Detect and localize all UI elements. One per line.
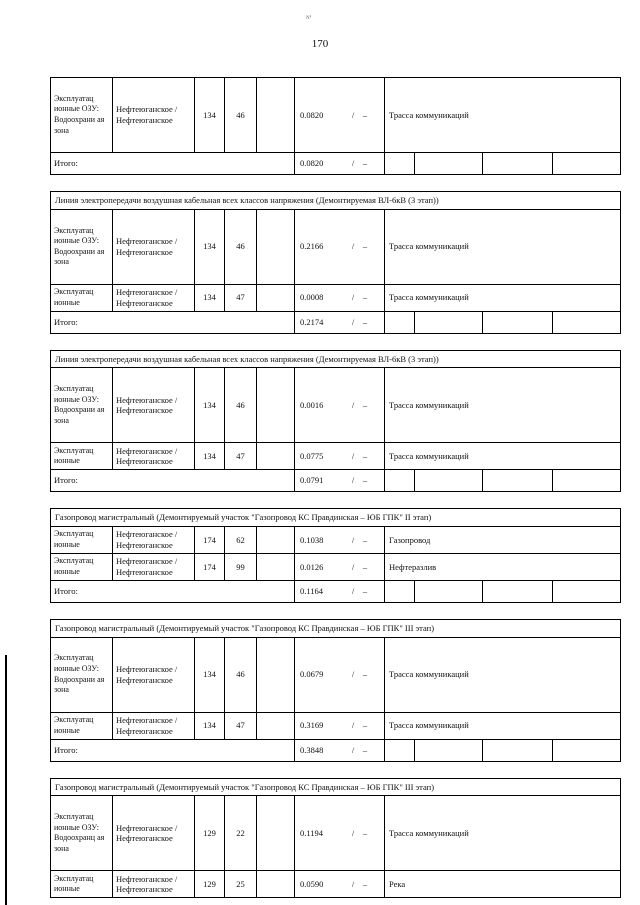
municipality-cell: Нефтеюганское / Нефтеюганское — [113, 284, 195, 311]
section-header: Газопровод магистральный (Демонтируемый участок "Газопровод КС Правдинская – ЮБ ГПК" III этап) — [51, 778, 621, 796]
municipality-cell: Нефтеюганское / Нефтеюганское — [113, 368, 195, 443]
table-row — [51, 712, 621, 739]
plot-cell: 46 — [225, 637, 257, 712]
quarter-cell: 134 — [195, 443, 225, 470]
area-separator: / — [351, 827, 355, 838]
municipality-cell: Нефтеюганское / Нефтеюганское — [113, 526, 195, 553]
area-value: 0.1194 — [300, 827, 324, 838]
municipality-cell: Нефтеюганское / Нефтеюганское — [113, 553, 195, 580]
empty-cell — [483, 311, 553, 333]
area-separator: / — [351, 669, 355, 680]
empty-cell — [553, 153, 621, 175]
area-cell — [295, 553, 385, 580]
area-cell — [295, 78, 385, 153]
area-dash: – — [362, 292, 368, 303]
empty-cell — [483, 470, 553, 492]
empty-cell — [553, 311, 621, 333]
total-area-cell — [295, 739, 385, 761]
table-row — [51, 284, 621, 311]
area-separator: / — [351, 561, 355, 572]
section-header-row — [51, 192, 621, 210]
area-dash: – — [362, 534, 368, 545]
land-category-cell: Эксплуатац ионные — [51, 712, 113, 739]
area-dash: – — [362, 827, 368, 838]
municipality-cell: Нефтеюганское / Нефтеюганское — [113, 712, 195, 739]
plot-cell: 22 — [225, 796, 257, 871]
area-value: 0.0820 — [300, 109, 324, 120]
total-row — [51, 311, 621, 333]
purpose-cell: Трасса коммуникаций — [385, 284, 621, 311]
spacer-row — [51, 175, 621, 192]
spacer-cell — [51, 175, 621, 192]
total-area-separator: / — [351, 586, 355, 597]
area-separator: / — [351, 720, 355, 731]
plot-cell: 25 — [225, 871, 257, 898]
municipality-cell: Нефтеюганское / Нефтеюганское — [113, 209, 195, 284]
empty-cell — [385, 153, 415, 175]
section-header-row — [51, 778, 621, 796]
quarter-cell: 134 — [195, 712, 225, 739]
total-area-dash: – — [362, 586, 368, 597]
empty-cell — [415, 153, 483, 175]
area-dash: – — [362, 720, 368, 731]
total-label: Итого: — [51, 311, 295, 333]
purpose-cell: Нефтеразлив — [385, 553, 621, 580]
section-header: Линия электропередачи воздушная кабельная всех классов напряжения (Демонтируемая ВЛ-6кВ (3 этап)) — [51, 192, 621, 210]
municipality-cell: Нефтеюганское / Нефтеюганское — [113, 443, 195, 470]
scan-mark: ᴺ' — [306, 14, 312, 23]
purpose-cell: Трасса коммуникаций — [385, 796, 621, 871]
plot-cell: 47 — [225, 284, 257, 311]
land-category-cell: Эксплуатац ионные — [51, 443, 113, 470]
extra-cell — [257, 871, 295, 898]
table-row — [51, 209, 621, 284]
quarter-cell: 134 — [195, 209, 225, 284]
area-separator: / — [351, 399, 355, 410]
land-plots-table — [50, 77, 621, 898]
extra-cell — [257, 526, 295, 553]
area-dash: – — [362, 561, 368, 572]
land-category-cell: Эксплуатац ионные — [51, 871, 113, 898]
spacer-cell — [51, 333, 621, 350]
total-area-dash: – — [362, 475, 368, 486]
page-number: 170 — [311, 38, 329, 50]
section-header: Газопровод магистральный (Демонтируемый участок "Газопровод КС Правдинская – ЮБ ГПК" III этап) — [51, 619, 621, 637]
purpose-cell: Газопровод — [385, 526, 621, 553]
table-row — [51, 553, 621, 580]
quarter-cell: 174 — [195, 553, 225, 580]
table-row — [51, 526, 621, 553]
extra-cell — [257, 712, 295, 739]
quarter-cell: 134 — [195, 637, 225, 712]
land-category-cell: Эксплуатац ионные — [51, 284, 113, 311]
plot-cell: 47 — [225, 443, 257, 470]
total-row — [51, 580, 621, 602]
area-value: 0.0008 — [300, 292, 324, 303]
area-cell — [295, 368, 385, 443]
extra-cell — [257, 553, 295, 580]
quarter-cell: 134 — [195, 78, 225, 153]
area-separator: / — [351, 241, 355, 252]
area-separator: / — [351, 109, 355, 120]
total-row — [51, 153, 621, 175]
empty-cell — [415, 580, 483, 602]
section-header-row — [51, 509, 621, 527]
empty-cell — [385, 470, 415, 492]
purpose-cell: Трасса коммуникаций — [385, 443, 621, 470]
section-header-row — [51, 350, 621, 368]
extra-cell — [257, 637, 295, 712]
total-area-dash: – — [362, 158, 368, 169]
total-area-dash: – — [362, 744, 368, 755]
table-row — [51, 796, 621, 871]
total-area-value: 0.0791 — [300, 475, 324, 486]
area-separator: / — [351, 878, 355, 889]
total-area-value: 0.0820 — [300, 158, 324, 169]
total-area-separator: / — [351, 744, 355, 755]
empty-cell — [553, 580, 621, 602]
section-header: Газопровод магистральный (Демонтируемый участок "Газопровод КС Правдинская – ЮБ ГПК" II этап) — [51, 509, 621, 527]
area-cell — [295, 637, 385, 712]
area-dash: – — [362, 450, 368, 461]
area-cell — [295, 526, 385, 553]
table-row — [51, 368, 621, 443]
extra-cell — [257, 284, 295, 311]
purpose-cell: Трасса коммуникаций — [385, 209, 621, 284]
municipality-cell: Нефтеюганское / Нефтеюганское — [113, 796, 195, 871]
scan-margin-bar — [5, 655, 7, 905]
total-area-cell — [295, 153, 385, 175]
land-category-cell: Эксплуатац ионные ОЗУ: Водоохрани ая зона — [51, 368, 113, 443]
quarter-cell: 134 — [195, 284, 225, 311]
area-dash: – — [362, 878, 368, 889]
extra-cell — [257, 368, 295, 443]
purpose-cell: Трасса коммуникаций — [385, 368, 621, 443]
area-value: 0.3169 — [300, 720, 324, 731]
plot-cell: 47 — [225, 712, 257, 739]
table-row — [51, 871, 621, 898]
spacer-row — [51, 333, 621, 350]
table-row — [51, 78, 621, 153]
quarter-cell: 129 — [195, 871, 225, 898]
extra-cell — [257, 78, 295, 153]
purpose-cell: Река — [385, 871, 621, 898]
quarter-cell: 129 — [195, 796, 225, 871]
area-value: 0.1038 — [300, 534, 324, 545]
purpose-cell: Трасса коммуникаций — [385, 712, 621, 739]
empty-cell — [415, 311, 483, 333]
area-separator: / — [351, 534, 355, 545]
table-row — [51, 637, 621, 712]
municipality-cell: Нефтеюганское / Нефтеюганское — [113, 871, 195, 898]
total-row — [51, 470, 621, 492]
total-label: Итого: — [51, 470, 295, 492]
land-category-cell: Эксплуатац ионные ОЗУ: Водоохрани ая зона — [51, 209, 113, 284]
area-value: 0.0016 — [300, 399, 324, 410]
total-label: Итого: — [51, 580, 295, 602]
municipality-cell: Нефтеюганское / Нефтеюганское — [113, 637, 195, 712]
spacer-cell — [51, 602, 621, 619]
total-area-separator: / — [351, 475, 355, 486]
quarter-cell: 174 — [195, 526, 225, 553]
purpose-cell: Трасса коммуникаций — [385, 78, 621, 153]
table-row — [51, 443, 621, 470]
empty-cell — [483, 739, 553, 761]
area-cell — [295, 209, 385, 284]
total-label: Итого: — [51, 739, 295, 761]
area-cell — [295, 712, 385, 739]
spacer-cell — [51, 761, 621, 778]
plot-cell: 62 — [225, 526, 257, 553]
total-area-dash: – — [362, 316, 368, 327]
area-cell — [295, 871, 385, 898]
land-category-cell: Эксплуатац ионные ОЗУ: Водоохрани ая зона — [51, 637, 113, 712]
spacer-row — [51, 761, 621, 778]
total-label: Итого: — [51, 153, 295, 175]
total-area-value: 0.3848 — [300, 744, 324, 755]
plot-cell: 46 — [225, 209, 257, 284]
extra-cell — [257, 796, 295, 871]
land-category-cell: Эксплуатац ионные — [51, 553, 113, 580]
area-dash: – — [362, 399, 368, 410]
total-row — [51, 739, 621, 761]
total-area-separator: / — [351, 316, 355, 327]
empty-cell — [483, 580, 553, 602]
area-value: 0.2166 — [300, 241, 324, 252]
empty-cell — [483, 153, 553, 175]
municipality-cell: Нефтеюганское / Нефтеюганское — [113, 78, 195, 153]
area-value: 0.0679 — [300, 669, 324, 680]
extra-cell — [257, 209, 295, 284]
section-header-row — [51, 619, 621, 637]
total-area-value: 0.2174 — [300, 316, 324, 327]
total-area-value: 0.1164 — [300, 586, 324, 597]
total-area-cell — [295, 311, 385, 333]
area-value: 0.0775 — [300, 450, 324, 461]
extra-cell — [257, 443, 295, 470]
area-value: 0.0126 — [300, 561, 324, 572]
total-area-cell — [295, 580, 385, 602]
land-category-cell: Эксплуатац ионные — [51, 526, 113, 553]
spacer-row — [51, 602, 621, 619]
area-dash: – — [362, 109, 368, 120]
total-area-cell — [295, 470, 385, 492]
area-separator: / — [351, 292, 355, 303]
empty-cell — [415, 739, 483, 761]
area-value: 0.0590 — [300, 878, 324, 889]
purpose-cell: Трасса коммуникаций — [385, 637, 621, 712]
area-separator: / — [351, 450, 355, 461]
plot-cell: 46 — [225, 368, 257, 443]
empty-cell — [553, 470, 621, 492]
section-header: Линия электропередачи воздушная кабельная всех классов напряжения (Демонтируемая ВЛ-6кВ (3 этап)) — [51, 350, 621, 368]
quarter-cell: 134 — [195, 368, 225, 443]
area-dash: – — [362, 669, 368, 680]
area-cell — [295, 796, 385, 871]
spacer-row — [51, 492, 621, 509]
empty-cell — [385, 311, 415, 333]
area-cell — [295, 284, 385, 311]
spacer-cell — [51, 492, 621, 509]
plot-cell: 46 — [225, 78, 257, 153]
empty-cell — [553, 739, 621, 761]
empty-cell — [385, 739, 415, 761]
land-category-cell: Эксплуатац ионные ОЗУ: Водоохранц ая зона — [51, 796, 113, 871]
plot-cell: 99 — [225, 553, 257, 580]
land-category-cell: Эксплуатац ионные ОЗУ: Водоохрани ая зона — [51, 78, 113, 153]
empty-cell — [385, 580, 415, 602]
area-cell — [295, 443, 385, 470]
area-dash: – — [362, 241, 368, 252]
empty-cell — [415, 470, 483, 492]
total-area-separator: / — [351, 158, 355, 169]
